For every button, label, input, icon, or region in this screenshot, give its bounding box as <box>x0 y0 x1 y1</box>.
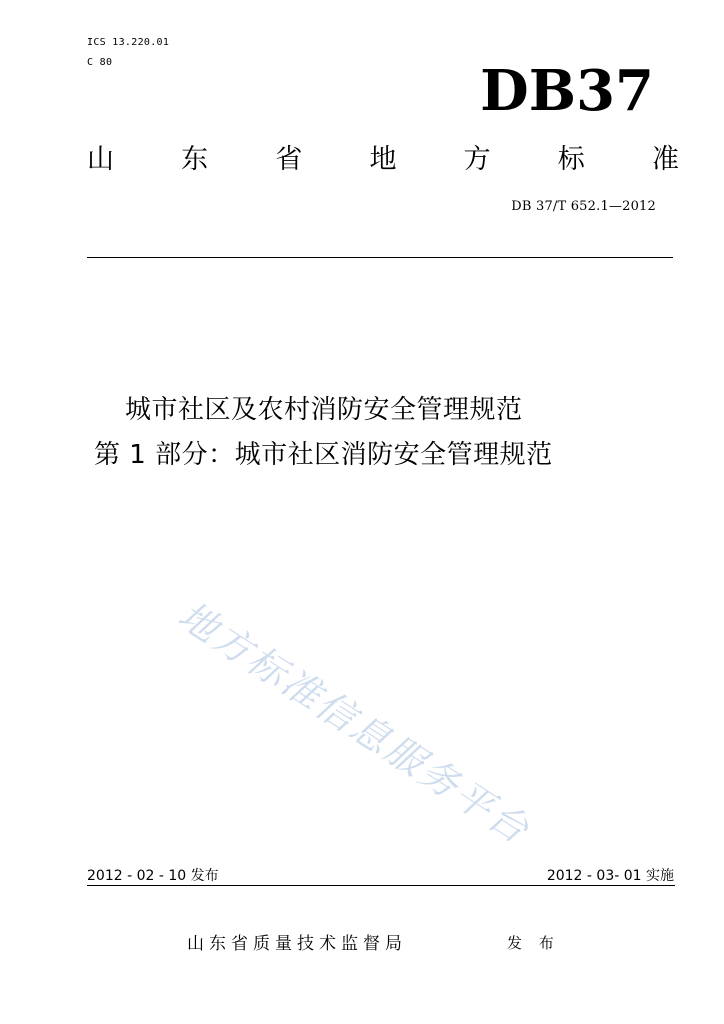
document-title: 城市社区及农村消防安全管理规范 <box>125 395 523 425</box>
issue-label: 发 布 <box>507 934 560 952</box>
standard-type-char: 东 <box>181 144 209 175</box>
ics-code: ICS 13.220.01 <box>87 37 170 48</box>
watermark: 地方标准信息服务平台 <box>170 592 539 854</box>
issuing-authority: 山东省质量技术监督局 <box>187 934 407 954</box>
db-logo: DB37 <box>480 58 654 124</box>
standard-type-char: 准 <box>651 144 679 175</box>
ccs-code: C 80 <box>87 57 113 68</box>
standard-type-char: 省 <box>275 144 303 175</box>
standard-type-char: 地 <box>369 144 397 175</box>
implementation-date: 2012 - 03- 01 实施 <box>546 868 674 884</box>
bottom-divider <box>87 885 675 886</box>
top-divider <box>87 257 673 258</box>
standard-type-char: 方 <box>463 144 491 175</box>
document-subtitle: 第 1 部分：城市社区消防安全管理规范 <box>94 440 553 470</box>
standard-number: DB 37/T 652.1—2012 <box>511 199 656 214</box>
standard-type-heading <box>87 140 679 180</box>
standard-type-char: 山 <box>87 144 114 175</box>
standard-type-char: 标 <box>557 144 585 175</box>
issue-date: 2012 - 02 - 10 发布 <box>87 868 219 884</box>
